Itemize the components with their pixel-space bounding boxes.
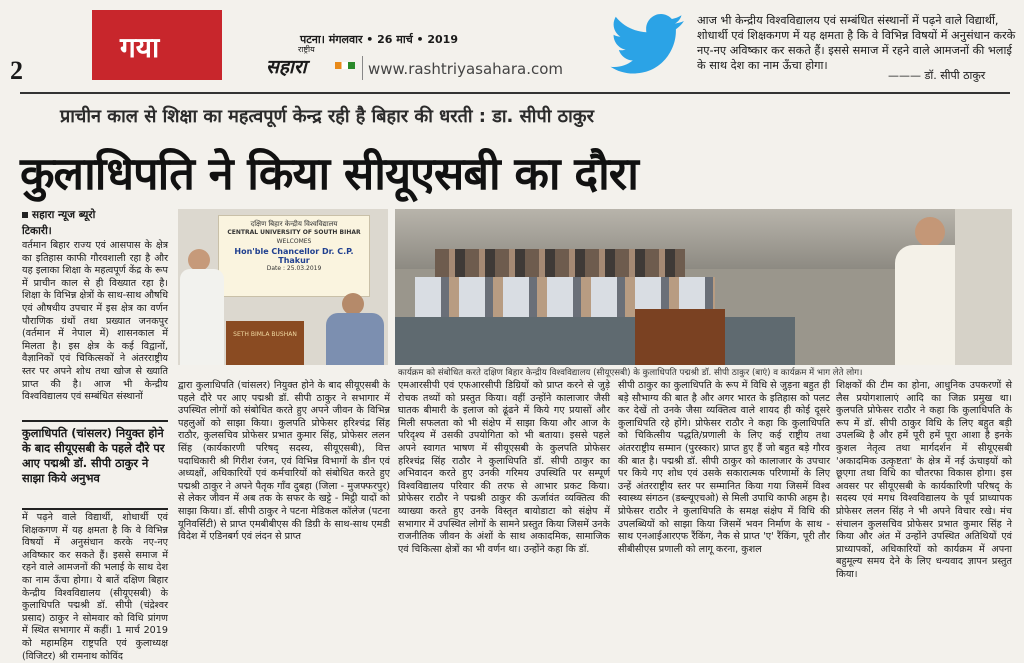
banner-line-3: WELCOMES bbox=[276, 238, 312, 245]
podium-text: SETH BIMLA BUSHAN bbox=[233, 331, 297, 338]
article-column-1b: में पढ़ने वाले विद्यार्थी, शोधार्थी एवं शिक्षकगण में यह क्षमता है कि वे विभिन्न विषयों में अनुसंधान करके नए-नए अविष्कार कर सकते हैं। इससे समाज में रहने वाले आमजनों की भलाई के साथ देश का नाम ऊँचा होगा। ये बातें दक्षिण बिहार केन्द्रीय विश्वविद्यालय (सीयूएसबी) के कुलाधिपति पद्मश्री डॉ. सीपी (चंद्रेश्वर प्रसाद) ठाकुर ने सोमवार को विधि प्रांगण में स्थित सभागार में कहीं। 1 मार्च 2019 को महामहिम राष्ट्रपति एवं कुलाध्यक्ष (विजिटर) श्री रामनाथ कोविंद bbox=[22, 512, 168, 662]
article-dateline: टिकारी। bbox=[22, 225, 52, 237]
logo-flag-icon bbox=[335, 62, 355, 69]
photo-audience bbox=[395, 209, 1012, 365]
article-kicker: प्राचीन काल से शिक्षा का महत्वपूर्ण केन्द्र रही है बिहार की धरती : डा. सीपी ठाकुर bbox=[60, 106, 594, 127]
tweet-signature: ——— डॉ. सीपी ठाकुर bbox=[888, 69, 986, 82]
city-label-box bbox=[92, 10, 222, 80]
banner-line-5: Date : 25.03.2019 bbox=[266, 265, 322, 272]
photo-caption: कार्यक्रम को संबोधित करते दक्षिण बिहार केन्द्रीय विश्वविद्यालय (सीयूएसबी) के कुलाधिपति पद्मश्री डॉ. सीपी ठाकुर (बाएं) व कार्यक्रम में भाग लेते लोग। bbox=[398, 368, 863, 378]
tweet-quote: आज भी केन्द्रीय विश्वविद्यालय एवं सम्बंधित संस्थानों में पढ़ने वाले विद्यार्थी, शोधार्थी एवं शिक्षकगण में यह क्षमता है कि वे विभिन्न विषयों में अनुसंधान करके नए-नए अविष्कार कर सकते हैं। इससे समाज में रहने वाले आमजनों की भलाई के साथ देश का नाम ऊँचा होगा। bbox=[697, 14, 1016, 72]
audience-back-rows bbox=[435, 249, 685, 277]
logo-small-text: राष्ट्रीय bbox=[298, 45, 315, 54]
seated-person-body bbox=[326, 313, 384, 365]
photo-chancellor-speaking bbox=[178, 209, 388, 365]
speaker-body bbox=[180, 269, 224, 365]
pull-quote: कुलाधिपति (चांसलर) नियुक्त होने के बाद सीयूएसबी के पहले दौरे पर आए पद्मश्री डॉ. सीपी ठाकुर ने साझा किये अनुभव bbox=[22, 420, 168, 510]
byline-text: सहारा न्यूज ब्यूरो bbox=[32, 209, 96, 221]
city-label: गया bbox=[120, 31, 160, 64]
logo-text: सहारा bbox=[266, 56, 307, 78]
banner-line-2: CENTRAL UNIVERSITY OF SOUTH BIHAR bbox=[227, 229, 361, 236]
article-column-1a: वर्तमान बिहार राज्य एवं आसपास के क्षेत्र का इतिहास काफी गौरवशाली रहा है और यह इलाका शिक्षा के महत्वपूर्ण केंद्र के रूप में प्राचीन काल से ही विख्यात रहा है। शिक्षा के विभिन्न क्षेत्रों के साथ-साथ औषधि एवं औषधीय उपचार में इस क्षेत्र का वर्णन पौराणिक ग्रंथों तथा प्रख्यात जनकपुर (वर्तमान में नेपाल में) शासनकाल में मिलता है। इस क्षेत्र के कई विद्वानों, वैज्ञानिकों एवं चिकित्सकों ने अंतरराष्ट्रीय स्तर पर अपने शोध तथा खोज से ख्याति प्राप्त की है। आज भी केन्द्रीय विश्वविद्यालय एवं सम्बंधित संस्थानों bbox=[22, 240, 168, 403]
banner-line-1: दक्षिण बिहार केन्द्रीय विश्वविद्यालय bbox=[250, 220, 338, 228]
floor bbox=[395, 317, 795, 365]
welcome-banner bbox=[218, 215, 370, 297]
seated-person-head bbox=[342, 293, 364, 315]
article-byline bbox=[22, 208, 95, 222]
date-line: पटना। मंगलवार • 26 मार्च • 2019 bbox=[300, 33, 458, 46]
hall-wall-right bbox=[955, 209, 1012, 365]
article-column-4: सीपी ठाकुर का कुलाधिपति के रूप में विधि से जुड़ना बहुत ही बड़े सौभाग्य की बात है और अगर भारत के इतिहास को पलट कर देखें तो उनके जैसा व्यक्तित्व वाले शायद ही कोई दूसरे कुलाधिपति रहे होंगे। प्रोफेसर राठौर ने कहा कि कुलाधिपति को चिकित्सीय पद्धति/प्रणाली के लिए कई राष्ट्रीय तथा अंतरराष्ट्रीय सम्मान (पुरस्कार) प्राप्त हुए हैं जो बहुत बड़े गौरव की बात है। पद्मश्री डॉ. सीपी ठाकुर को कालाजार के उपचार पर किये गए शोध एवं उसके सकारात्मक परिणामों के लिए उन्हें अंतरराष्ट्रीय स्तर पर सम्मानित किया गया जिसमें विश्व स्वास्थ्य संगठन (डब्ल्यूएचओ) से मिली उपाधि काफी अहम है। प्रोफेसर राठौर ने कुलाधिपति के समक्ष संक्षेप में विधि की उपलब्धियों को साझा किया जिसमें भवन निर्माण के साथ - साथ एनआईआरएफ रैंकिंग, नैक से प्राप्त 'ए' रैंकिंग, पूरी तौर सीबीसीएस प्रणाली को लागू करना, कुशल bbox=[618, 380, 830, 555]
banner-line-4: Hon'ble Chancellor Dr. C.P. Thakur bbox=[234, 247, 354, 265]
header-divider bbox=[362, 56, 363, 80]
twitter-bird-icon bbox=[610, 14, 686, 76]
podium-2 bbox=[635, 309, 725, 365]
article-headline: कुलाधिपति ने किया सीयूएसबी का दौरा bbox=[20, 147, 638, 200]
speaker-head bbox=[188, 249, 210, 271]
newspaper-logo bbox=[258, 44, 368, 78]
article-column-2: द्वारा कुलाधिपति (चांसलर) नियुक्त होने के बाद सीयूएसबी के पहले दौरे पर आए पद्मश्री डॉ. सीपी ठाकुर ने सभागार में उपस्थित लोगों को संबोधित करते हुए अपने जीवन के विभिन्न पहलुओं को साझा किया। कुलपति प्रोफेसर हरिश्चंद्र सिंह राठौर, कुलसचिव प्रोफेसर प्रभात कुमार सिंह, प्रोफेसर ललन सिंह (कार्यकारणी परिषद् सदस्य, सीयूएसबी), वित्त पदाधिकारी श्री गिरीश रंजन, एवं विभिन्न विभागों के डीन एवं अध्यक्षों, अधिकारियों एवं कर्मचारियों को संबोधित करते हुए पद्मश्री ठाकुर ने अपने पैतृक गाँव दुबहा (जिला - मुजफ्फरपुर) से लेकर जीवन में अब तक के सफर के खट्टे - मिट्ठी यादों को साझा किया। डॉ. सीपी ठाकुर ने पटना मेडिकल कॉलेज (पटना यूनिवर्सिटी) से प्राप्त एमबीबीएस की डिग्री के साथ-साथ एमडी विदेश में एडिनबर्ग एवं लंदन से प्राप्त bbox=[178, 380, 390, 543]
header-rule bbox=[20, 92, 1010, 94]
article-column-3: एमआरसीपी एवं एफआरसीपी डिग्रियों को प्राप्त करने से जुड़े रोचक तथ्यों को प्रस्तुत किया। वहीं उन्होंने कालाजार जैसी घातक बीमारी के इलाज को ढूंढने में किये गए प्रयासों और मिली सफलता को भी संक्षेप में साझा किया और आज के परिदृश्य में उसकी उपयोगिता को भी बताया। इससे पहले अपने स्वागत भाषण में सीयूएसबी के कुलपति प्रोफेसर हरिश्चंद्र सिंह राठौर ने कुलाधिपति डॉ. सीपी ठाकुर का अभिवादन करते हुए उनकी गरिमय उपस्थिति पर सम्पूर्ण विश्वविद्यालय परिवार की तरफ से आभार प्रकट किया। प्रोफेसर राठौर ने पद्मश्री ठाकुर की ऊर्जावंत व्यक्तित्व की व्याख्या करते हुए उनके विस्तृत बायोडाटा को संक्षेप में सभागार में उपस्थित लोगों के सामने प्रस्तुत किया जिसमें उनके राजनीतिक जीवन के अंशों के साथ अकादमिक, सामाजिक एवं चिकित्सा क्षेत्रों का भी वर्णन था। उन्होंने कहा कि डॉ. bbox=[398, 380, 610, 555]
podium bbox=[226, 321, 304, 365]
website-url: www.rashtriyasahara.com bbox=[368, 60, 564, 78]
page-number: 2 bbox=[10, 56, 23, 85]
bullet-icon bbox=[22, 212, 28, 218]
article-column-5: शिक्षकों की टीम का होना, आधुनिक उपकरणों से लैस प्रयोगशालाएं आदि का जिक्र प्रमुख था। कुलपति प्रोफेसर राठौर ने कहा कि कुलाधिपति के रूप में डॉ. सीपी ठाकुर विधि के लिए बहुत बड़ी उपलब्धि है और हमें पूरी हमें पूरा आशा है इनके कुशल नेतृत्व तथा मार्गदर्शन में सीयूएसबी 'अकादमिक उत्कृष्टता' के क्षेत्र में नई ऊंचाइयों को छूएगा तथा विधि का चौतरफा विकास होगा। इस अवसर पर सीयूएसबी के कार्यकारिणी परिषद् के सदस्य एवं मगध विश्वविद्यालय के पूर्व प्राध्यापक प्रोफेसर ललन सिंह ने भी अपने विचार रखे। मंच संचालन कुलसचिव प्रोफेसर प्रभात कुमार सिंह ने किया और अंत में उन्होंने उपस्थित अतिथियों एवं प्राध्यापकों, अधिकारियों को कार्यक्रम में अपना बहुमूल्य समय देने के लिए धन्यवाद ज्ञापन प्रस्तुत किया। bbox=[836, 380, 1012, 580]
speaker-2-head bbox=[915, 217, 945, 247]
